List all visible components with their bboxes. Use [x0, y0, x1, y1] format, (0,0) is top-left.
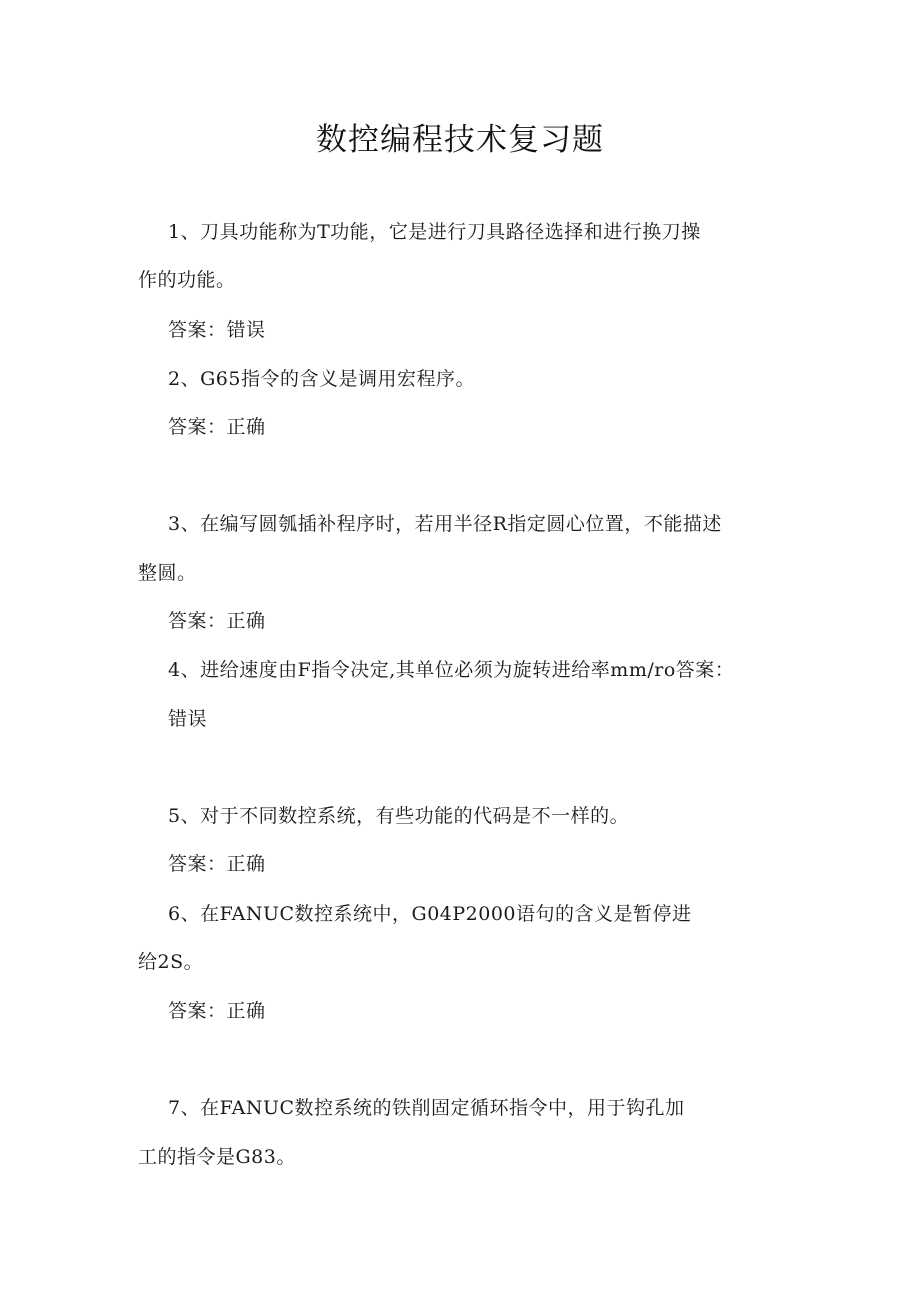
answer-5: 答案：正确: [168, 853, 266, 875]
question-5-line-1: 5、对于不同数控系统，有些功能的代码是不一样的。: [168, 805, 630, 827]
question-7-line-1: 7、在FANUC数控系统的铁削固定循环指令中，用于钩孔加: [168, 1097, 685, 1119]
question-1-line-1: 1、刀具功能称为T功能，它是进行刀具路径选择和进行换刀操: [168, 221, 701, 243]
question-4-line-1: 4、进给速度由F指令决定,其单位必须为旋转进给率mm/ro答案：: [168, 659, 735, 681]
answer-1: 答案：错误: [168, 319, 266, 341]
question-3-line-1: 3、在编写圆瓠插补程序时，若用半径R指定圆心位置，不能描述: [168, 513, 722, 535]
question-3-line-2: 整圆。: [138, 562, 197, 584]
question-2-line-1: 2、G65指令的含义是调用宏程序。: [168, 368, 475, 390]
question-1-line-2: 作的功能。: [138, 269, 236, 291]
question-7-line-2: 工的指令是G83。: [138, 1146, 296, 1168]
question-6-line-1: 6、在FANUC数控系统中，G04P2000语句的含义是暂停进: [168, 903, 692, 925]
answer-2: 答案：正确: [168, 416, 266, 438]
page-title: 数控编程技术复习题: [316, 122, 604, 158]
answer-4: 错误: [168, 708, 208, 730]
answer-3: 答案：正确: [168, 610, 266, 632]
answer-6: 答案：正确: [168, 1000, 266, 1022]
question-6-line-2: 给2S。: [138, 951, 204, 973]
